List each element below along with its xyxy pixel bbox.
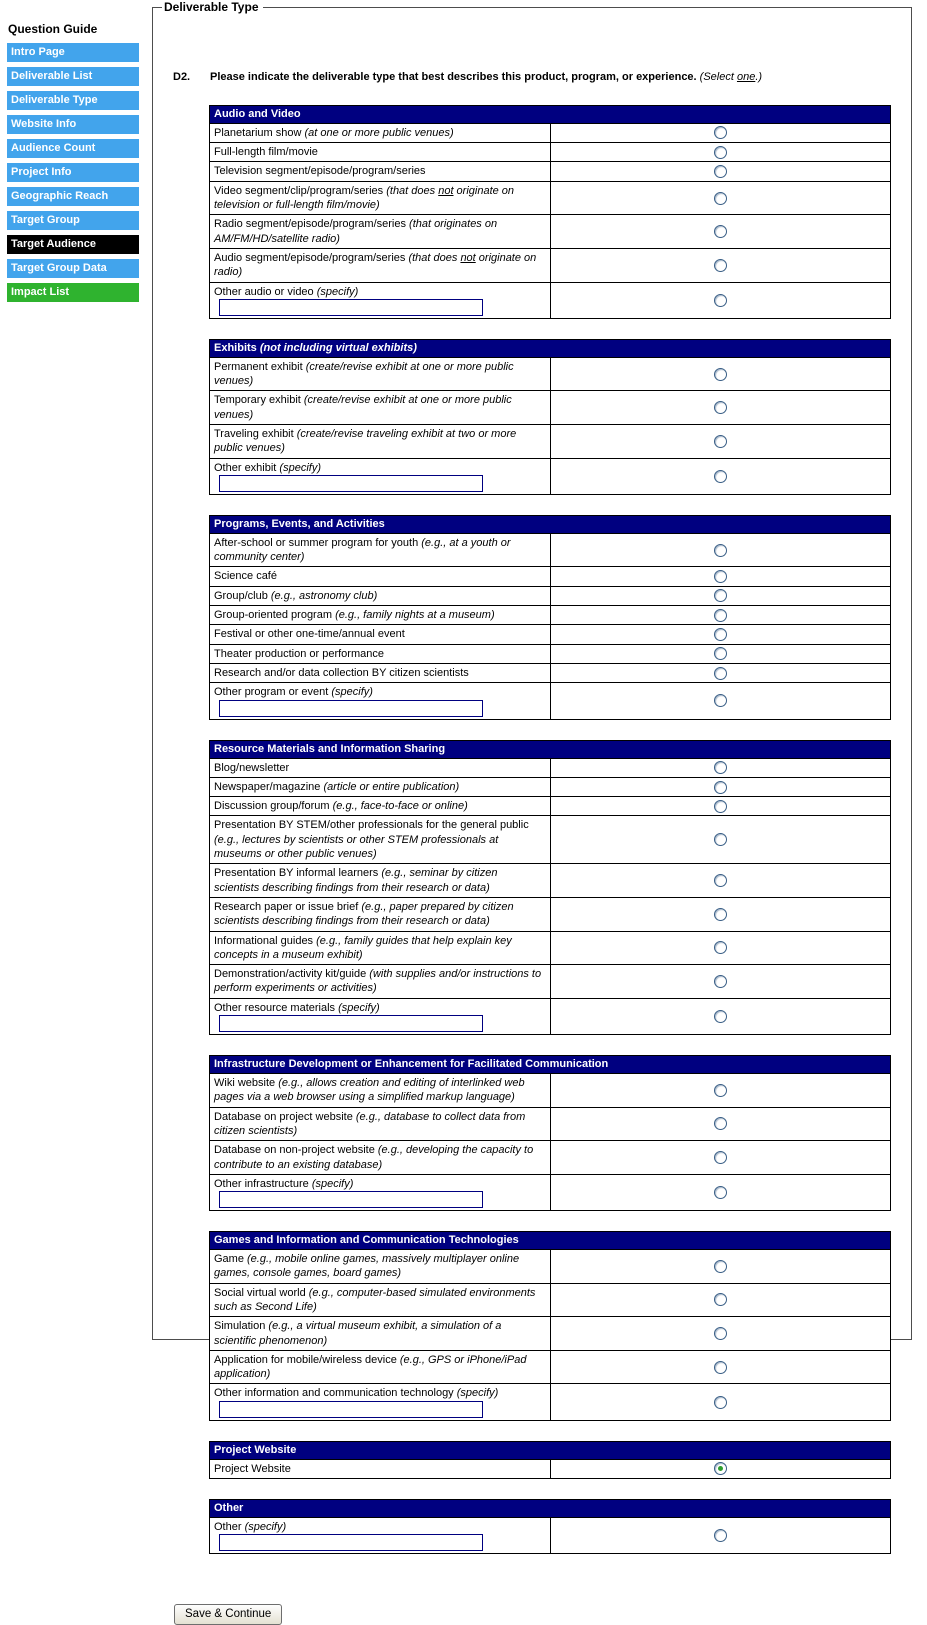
radio-cell (550, 1141, 891, 1175)
text-segment: Radio segment/episode/program/series (214, 218, 410, 231)
option-row (210, 965, 891, 999)
radio-button[interactable] (714, 975, 727, 988)
text-segment: Audio segment/episode/program/series (214, 251, 409, 264)
radio-button[interactable] (714, 401, 727, 414)
option-label (210, 683, 551, 719)
sidebar-item-geographic-reach[interactable]: Geographic Reach (7, 187, 139, 206)
section-header (210, 1441, 891, 1459)
radio-button[interactable] (714, 146, 727, 159)
option-row (210, 586, 891, 605)
radio-cell (550, 357, 891, 391)
text-segment: (that does (408, 251, 461, 264)
radio-cell (550, 215, 891, 249)
question-d2 (173, 70, 873, 85)
option-row (210, 1107, 891, 1141)
sections (209, 105, 911, 1555)
text-segment: Please indicate the deliverable type that best describes this product, program, or experience. (210, 71, 700, 83)
specify-input[interactable] (219, 1534, 483, 1551)
text-segment: Database on non-project website (214, 1144, 378, 1157)
radio-cell (550, 758, 891, 777)
radio-button[interactable] (714, 1327, 727, 1340)
text-segment: Informational guides (214, 934, 317, 947)
radio-cell (550, 282, 891, 318)
radio-button[interactable] (714, 628, 727, 641)
text-segment: originate on television or full-length film/movie) (214, 184, 515, 212)
radio-button[interactable] (714, 435, 727, 448)
text-segment: (e.g., face-to-face or online) (332, 800, 468, 813)
radio-button[interactable] (714, 1260, 727, 1273)
radio-button[interactable] (714, 1396, 727, 1409)
specify-input[interactable] (219, 299, 483, 316)
radio-button[interactable] (714, 165, 727, 178)
radio-cell (550, 797, 891, 816)
radio-button[interactable] (714, 1529, 727, 1542)
text-segment: Other program or event (214, 686, 332, 699)
sidebar-item-project-info[interactable]: Project Info (7, 163, 139, 182)
option-label (210, 357, 551, 391)
radio-cell (550, 248, 891, 282)
text-segment: Other resource materials (214, 1001, 339, 1014)
option-row (210, 625, 891, 644)
option-label (210, 1283, 551, 1317)
radio-cell (550, 1384, 891, 1420)
text-segment: Newspaper/magazine (214, 780, 324, 793)
section-header (210, 339, 891, 357)
option-row (210, 683, 891, 719)
option-label (210, 586, 551, 605)
radio-cell (550, 606, 891, 625)
option-row (210, 391, 891, 425)
question-guide-nav (7, 43, 139, 302)
option-label (210, 816, 551, 864)
option-label (210, 1317, 551, 1351)
text-segment: not (438, 184, 454, 197)
text-segment: (create/revise exhibit at one or more public venues) (214, 394, 512, 421)
text-segment: .) (755, 71, 763, 83)
radio-button[interactable] (714, 761, 727, 774)
specify-input[interactable] (219, 1015, 483, 1032)
section-table (209, 339, 891, 495)
text-segment: Demonstration/activity kit/guide (214, 968, 370, 981)
radio-button[interactable] (714, 192, 727, 205)
radio-cell (550, 777, 891, 796)
text-segment: (e.g., astronomy club) (270, 589, 378, 602)
option-row (210, 215, 891, 249)
option-row (210, 777, 891, 796)
radio-button[interactable] (714, 544, 727, 557)
save-continue-button[interactable]: Save & Continue (174, 1604, 282, 1625)
option-label (210, 1459, 551, 1478)
radio-cell (550, 998, 891, 1034)
radio-cell (550, 181, 891, 215)
specify-input[interactable] (219, 1191, 483, 1208)
option-row (210, 1317, 891, 1351)
text-segment: Other (214, 1521, 245, 1534)
deliverable-type-panel (152, 0, 912, 1621)
text-segment: Group/club (214, 589, 271, 602)
sidebar-item-impact-list[interactable]: Impact List (7, 283, 139, 302)
option-row (210, 1384, 891, 1420)
radio-button[interactable] (714, 589, 727, 602)
option-row (210, 606, 891, 625)
radio-button-selected[interactable] (714, 1462, 727, 1475)
option-label (210, 931, 551, 965)
option-row (210, 1283, 891, 1317)
text-segment: (specify) (338, 1001, 380, 1014)
radio-cell (550, 1350, 891, 1384)
option-row (210, 1074, 891, 1108)
text-segment: originate on radio) (214, 251, 537, 279)
option-label (210, 533, 551, 567)
radio-cell (550, 123, 891, 142)
text-segment: (e.g., family nights at a museum) (335, 609, 495, 622)
sidebar-item-deliverable-type[interactable]: Deliverable Type (7, 91, 139, 110)
text-segment: (with supplies and/or instructions to perform experiments or activities) (214, 968, 542, 995)
text-segment: (article or entire publication) (323, 780, 460, 793)
section-header (210, 740, 891, 758)
question-number: D2. (173, 71, 191, 83)
text-segment: Permanent exhibit (214, 360, 306, 373)
text-segment: (not including virtual exhibits) (259, 341, 417, 354)
option-label (210, 663, 551, 682)
section-header (210, 1056, 891, 1074)
text-segment: Blog/newsletter (214, 761, 290, 774)
radio-cell (550, 143, 891, 162)
text-segment: (specify) (456, 1387, 499, 1400)
text-segment: (e.g., GPS or iPhone/iPad application) (214, 1353, 527, 1381)
sidebar-item-website-info[interactable]: Website Info (7, 115, 139, 134)
radio-button[interactable] (714, 781, 727, 794)
text-segment: (e.g., mobile online games, massively multiplayer online games, console games, board games) (214, 1253, 520, 1280)
option-label (210, 1350, 551, 1384)
sidebar-item-intro-page[interactable]: Intro Page (7, 43, 139, 62)
option-row (210, 143, 891, 162)
sidebar-title: Question Guide (8, 22, 98, 36)
radio-cell (550, 816, 891, 864)
text-segment: Science café (214, 570, 277, 583)
option-label (210, 797, 551, 816)
radio-button[interactable] (714, 294, 727, 307)
option-label (210, 998, 551, 1034)
text-segment: (specify) (244, 1521, 287, 1534)
text-segment: Festival or other one-time/annual event (214, 628, 405, 641)
option-row (210, 282, 891, 318)
option-row (210, 998, 891, 1034)
radio-cell (550, 1250, 891, 1284)
option-row (210, 758, 891, 777)
text-segment: Project Website (214, 1462, 291, 1475)
option-label (210, 965, 551, 999)
option-label (210, 897, 551, 931)
option-row (210, 816, 891, 864)
section-table (209, 1499, 891, 1554)
panel-legend: Deliverable Type (164, 0, 259, 14)
text-segment: Other exhibit (214, 461, 280, 474)
text-segment: Game (214, 1253, 248, 1266)
text-segment: Programs, Events, and Activities (214, 517, 385, 530)
radio-button[interactable] (714, 368, 727, 381)
text-segment: Database on project website (214, 1110, 356, 1123)
text-segment: Exhibits (214, 341, 260, 354)
option-label (210, 1384, 551, 1420)
option-label (210, 181, 551, 215)
text-segment: Audio and Video (214, 107, 301, 120)
section-header (210, 1232, 891, 1250)
text-segment: (that originates on AM/FM/HD/satellite radio) (214, 218, 498, 245)
sidebar-item-target-group[interactable]: Target Group (7, 211, 139, 230)
option-label (210, 425, 551, 459)
radio-cell (550, 625, 891, 644)
text-segment: (e.g., at a youth or community center) (214, 536, 511, 564)
option-label (210, 391, 551, 425)
option-row (210, 567, 891, 586)
text-segment: (specify) (311, 1177, 354, 1190)
option-row (210, 425, 891, 459)
option-label (210, 458, 551, 494)
radio-cell (550, 1459, 891, 1478)
text-segment: Full-length film/movie (214, 146, 318, 159)
specify-input[interactable] (219, 475, 483, 492)
section-table (209, 105, 891, 319)
radio-button[interactable] (714, 225, 727, 238)
radio-button[interactable] (714, 570, 727, 583)
text-segment: Infrastructure Development or Enhancement for Facilitated Communication (214, 1058, 609, 1071)
option-row (210, 1174, 891, 1210)
option-row (210, 1250, 891, 1284)
radio-button[interactable] (714, 1084, 727, 1097)
text-segment: (at one or more public venues) (304, 126, 454, 139)
section-table (209, 1055, 891, 1211)
radio-button[interactable] (714, 609, 727, 622)
option-row (210, 1350, 891, 1384)
section-header (210, 515, 891, 533)
question-text (210, 70, 873, 85)
radio-button[interactable] (714, 1293, 727, 1306)
radio-button[interactable] (714, 800, 727, 813)
option-row (210, 797, 891, 816)
text-segment: Planetarium show (214, 126, 305, 139)
sidebar-item-target-group-data[interactable]: Target Group Data (7, 259, 139, 278)
question-guide-sidebar (7, 22, 139, 307)
specify-input[interactable] (219, 1401, 483, 1418)
radio-cell (550, 391, 891, 425)
option-row (210, 864, 891, 898)
option-row (210, 897, 891, 931)
text-segment: not (460, 251, 476, 264)
sidebar-item-target-audience[interactable]: Target Audience (7, 235, 139, 254)
text-segment: Wiki website (214, 1077, 279, 1090)
text-segment: Social virtual world (214, 1286, 309, 1299)
radio-button[interactable] (714, 941, 727, 954)
text-segment: (Select (699, 71, 737, 83)
text-segment: (e.g., database to collect data from citizen scientists) (214, 1110, 526, 1137)
text-segment: (specify) (316, 285, 359, 298)
text-segment: one (736, 71, 756, 83)
text-segment: (that does (386, 184, 439, 197)
option-row (210, 162, 891, 181)
text-segment: Temporary exhibit (214, 394, 304, 407)
option-label (210, 644, 551, 663)
text-segment: Other (214, 1502, 244, 1515)
text-segment: Video segment/clip/program/series (214, 184, 387, 197)
text-segment: Research and/or data collection BY citizen scientists (214, 666, 469, 679)
option-row (210, 123, 891, 142)
option-label (210, 625, 551, 644)
text-segment: (e.g., lectures by scientists or other STEM professionals at museums or other public venues) (214, 833, 499, 861)
text-segment: (e.g., family guides that help explain key concepts in a museum exhibit) (214, 934, 512, 961)
text-segment: (e.g., seminar by citizen scientists describing findings from their research or data) (214, 867, 498, 894)
radio-cell (550, 931, 891, 965)
text-segment: (create/revise exhibit at one or more public venues) (214, 360, 514, 388)
text-segment: Other information and communication technology (214, 1387, 457, 1400)
option-row (210, 458, 891, 494)
radio-button[interactable] (714, 667, 727, 680)
option-row (210, 1518, 891, 1554)
section-header (210, 1500, 891, 1518)
radio-button[interactable] (714, 1010, 727, 1023)
option-row (210, 533, 891, 567)
text-segment: Traveling exhibit (214, 428, 297, 440)
radio-button[interactable] (714, 1151, 727, 1164)
text-segment: (specify) (331, 686, 373, 699)
radio-cell (550, 1283, 891, 1317)
radio-cell (550, 1518, 891, 1554)
option-label (210, 1518, 551, 1554)
text-segment: Project Website (214, 1443, 297, 1456)
text-segment: (specify) (279, 461, 321, 474)
radio-button[interactable] (714, 1361, 727, 1374)
radio-cell (550, 586, 891, 605)
option-row (210, 931, 891, 965)
text-segment: (e.g., paper prepared by citizen scientists describing findings from their research or data) (214, 900, 514, 928)
text-segment: (create/revise traveling exhibit at two or more public venues) (214, 428, 517, 455)
section-table (209, 740, 891, 1035)
radio-cell (550, 533, 891, 567)
section-table (209, 1441, 891, 1479)
text-segment: Other audio or video (214, 285, 317, 298)
option-label (210, 1141, 551, 1175)
specify-input[interactable] (219, 700, 483, 717)
radio-button[interactable] (714, 259, 727, 272)
option-row (210, 1141, 891, 1175)
option-label (210, 567, 551, 586)
text-segment: (e.g., computer-based simulated environments such as Second Life) (214, 1286, 536, 1313)
radio-button[interactable] (714, 874, 727, 887)
sidebar-item-deliverable-list[interactable]: Deliverable List (7, 67, 139, 86)
radio-cell (550, 683, 891, 719)
radio-button[interactable] (714, 1186, 727, 1199)
radio-button[interactable] (714, 908, 727, 921)
text-segment: Television segment/episode/program/series (214, 165, 426, 178)
radio-cell (550, 965, 891, 999)
text-segment: Presentation BY STEM/other professionals for the general public (214, 819, 529, 832)
radio-cell (550, 897, 891, 931)
radio-cell (550, 1074, 891, 1108)
radio-button[interactable] (714, 833, 727, 846)
option-label (210, 777, 551, 796)
radio-button[interactable] (714, 694, 727, 707)
text-segment: (e.g., allows creation and editing of interlinked web pages via a web browser using a simplified markup language) (214, 1077, 525, 1104)
option-label (210, 248, 551, 282)
option-label (210, 864, 551, 898)
radio-cell (550, 864, 891, 898)
radio-cell (550, 1174, 891, 1210)
text-segment: (e.g., a virtual museum exhibit, a simulation of a scientific phenomenon) (214, 1320, 502, 1347)
radio-cell (550, 458, 891, 494)
radio-cell (550, 644, 891, 663)
text-segment: Research paper or issue brief (214, 900, 362, 913)
option-label (210, 606, 551, 625)
radio-cell (550, 1107, 891, 1141)
option-row (210, 1459, 891, 1478)
text-segment: Application for mobile/wireless device (214, 1353, 400, 1366)
text-segment: Presentation BY informal learners (214, 867, 382, 880)
text-segment: Theater production or performance (214, 647, 384, 660)
option-label (210, 1074, 551, 1108)
radio-cell (550, 663, 891, 682)
radio-button[interactable] (714, 1117, 727, 1130)
radio-button[interactable] (714, 647, 727, 660)
text-segment: Group-oriented program (214, 609, 336, 622)
option-label (210, 162, 551, 181)
text-segment: (e.g., developing the capacity to contribute to an existing database) (214, 1144, 534, 1171)
text-segment: Discussion group/forum (214, 800, 333, 813)
option-label (210, 758, 551, 777)
radio-button[interactable] (714, 126, 727, 139)
radio-cell (550, 162, 891, 181)
radio-cell (550, 1317, 891, 1351)
radio-cell (550, 567, 891, 586)
option-row (210, 663, 891, 682)
option-label (210, 123, 551, 142)
radio-button[interactable] (714, 470, 727, 483)
radio-cell (550, 425, 891, 459)
option-label (210, 1250, 551, 1284)
option-label (210, 215, 551, 249)
option-label (210, 1107, 551, 1141)
option-label (210, 143, 551, 162)
option-row (210, 181, 891, 215)
option-label (210, 282, 551, 318)
option-row (210, 357, 891, 391)
text-segment: Games and Information and Communication Technologies (214, 1234, 519, 1247)
text-segment: After-school or summer program for youth (214, 536, 422, 549)
text-segment: Other infrastructure (214, 1177, 312, 1190)
text-segment: Simulation (214, 1320, 269, 1333)
sidebar-item-audience-count[interactable]: Audience Count (7, 139, 139, 158)
section-header (210, 105, 891, 123)
option-row (210, 248, 891, 282)
option-label (210, 1174, 551, 1210)
section-table (209, 1231, 891, 1421)
option-row (210, 644, 891, 663)
text-segment: Resource Materials and Information Sharing (214, 742, 446, 755)
section-table (209, 515, 891, 720)
